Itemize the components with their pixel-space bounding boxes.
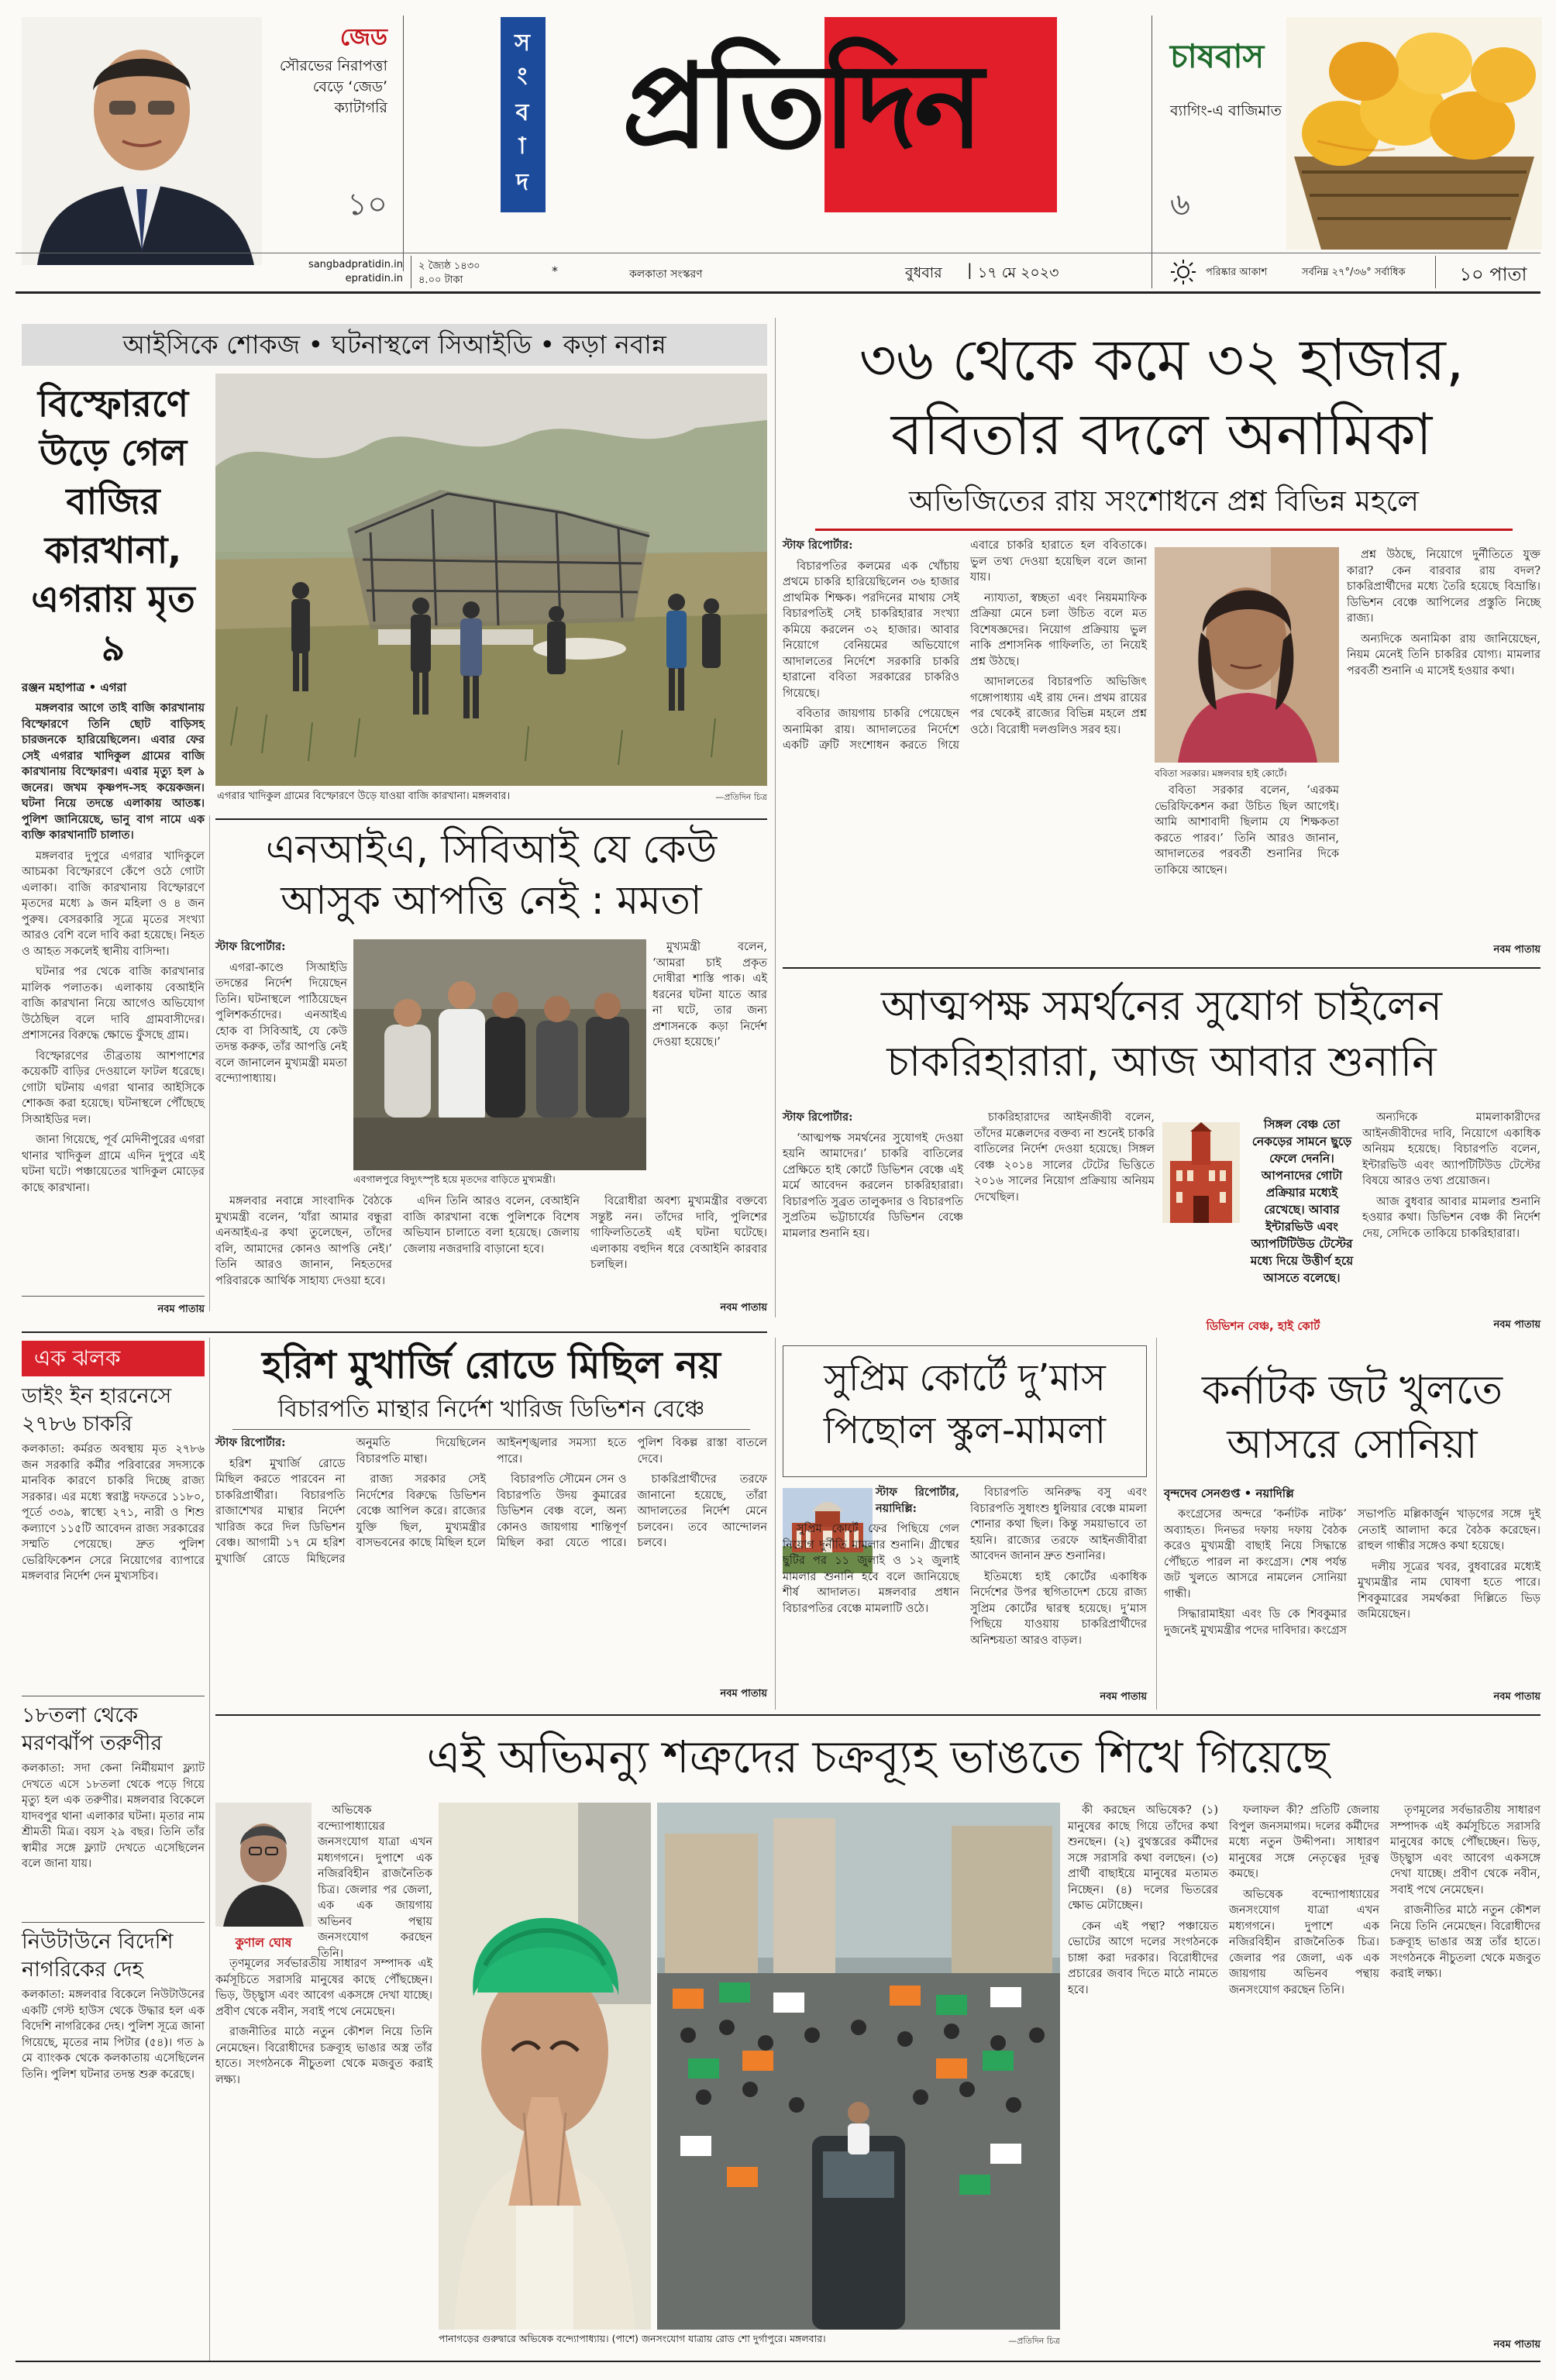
harish-subhead: বিচারপতি মান্থার নির্দেশ খারিজ ডিভিশন বেঞ্চে — [277, 1396, 705, 1423]
mamata-body-left: স্টাফ রিপোর্টার: এগরা-কাণ্ডে সিআইডি তদন্তের নির্দেশ দিয়েছেন তিনি। ঘটনাস্থলে পাঠিয়েছেন পুলিশকর্তাদের। এনআইএ হোক বা সিবিআই, যে কেউ তদন্ত করুক, তাঁর আপত্তি নেই বলে জানালেন মুখ্যমন্ত্রী মমতা বন্দ্যোপাধ্যায়। — [215, 940, 347, 1085]
info-divider-3 — [1435, 256, 1436, 288]
snippets-title: এক ঝলক — [22, 1341, 205, 1376]
abhishek-body-left: অভিষেক বন্দ্যোপাধ্যায়ের জনসংযোগ যাত্রা এখন মধ্যগগনে। দুপাশে এক নজিরবিহীন রাজনৈতিক চিত্র। জেলার পর জেলা, এক এক জায়গায় অভিনব পন্থায় জনসংযোগ করছেন তিনি। — [318, 1804, 432, 1960]
logo-sangbad-strip: সংবাদ — [501, 17, 546, 212]
babita-photo-caption: ববিতা সরকার। মঙ্গলবার হাই কোর্টে। — [1155, 768, 1287, 779]
weather: পরিষ্কার আকাশ — [1206, 267, 1268, 278]
abhishek-gurdwara-photo — [439, 1803, 651, 2330]
lead-body-left: স্টাফ রিপোর্টার: বিচারপতির কলমের এক খোঁচায় প্রথমে চাকরি হারিয়েছিলেন ৩৬ হাজার প্রাথমিক শিক্ষক। পরদিনের মাথায় সেই বিচারপতিই সেই চাকরিহারার সংখ্যা কমিয়ে করলেন ৩২ হাজার। আবার নিয়োগে বেনিয়মের অভিযোগে আদালতের নির্দেশে সরকারি চাকরি হারানো ববিতা সরকারের চাকরিও গিয়েছে। ববিতার জায়গায় চাকরি পেয়েছেন অনামিকা রায়। আদালতের নির্দেশে একটি ত্রুটি সংশোধন করতে গিয়ে এবারে চাকরি হারাতে হল ববিতাকে। ভুল তথ্য দেওয়া হয়েছিল বলে জানা যায়। ন্যায্যতা, স্বচ্ছতা এবং নিয়মমাফিক প্রক্রিয়া মেনে চলা উচিত বলে মত বিশেষজ্ঞদের। নিয়োগ প্রক্রিয়ায় ভুল নাকি প্রশাসনিক গাফিলতি, তা নিয়েই প্রশ্ন উঠছে। আদালতের বিচারপতি অভিজিৎ গঙ্গোপাধ্যায় এই রায় দেন। প্রথম রায়ের পর থেকেই রাজ্যের বিভিন্ন মহলে প্রশ্ন ওঠে। বিরোধী দলগুলিও সরব হয়। — [783, 539, 1147, 752]
snippet-1-text: কলকাতা: কর্মরত অবস্থায় মৃত ২৭৮৬ জন সরকারি কর্মীর পরিবারের সদস্যকে মানবিক কারণে চাকরি দিচ্ছে রাজ্য সরকার। এর মধ্যে স্বরাষ্ট্র দফতরে ১১৮০, পূর্তে ৩৩৯, স্বাস্থ্যে ২৭১, নারী ও শিশু কল্যাণে ১১৫টি আবেদন রাজ্য সরকারের সম্মতি পেয়েছে। দ্রুত পুলিশ ভেরিফিকেশন সেরে নিয়োগের ব্যাপারে মঙ্গলবার নির্দেশ দেন মুখ্যসচিব। — [22, 1443, 205, 1583]
snippet-3-text: কলকাতা: মঙ্গলবার বিকেলে নিউটাউনের একটি গেস্ট হাউস থেকে উদ্ধার হল এক বিদেশি নাগরিকের দেহ। পুলিশ সূত্রে জানা গিয়েছে, মৃতের নাম পিটার (৫৪)। গত ৯ মে ব্যাংকক থেকে কলকাতায় এসেছিলেন তিনি। পুলিশ ঘটনার তদন্ত শুরু করেছে। — [22, 1989, 205, 2081]
left-teaser-divider — [403, 15, 404, 271]
egra-continued[interactable]: নবম পাতায় — [157, 1304, 205, 1315]
left-teaser-text[interactable]: সৌরভের নিরাপত্তা বেড়ে ‘জেড’ ক্যাটাগরি — [279, 57, 387, 116]
abhishek-top-rule — [215, 1714, 1541, 1716]
hearing-headline-2[interactable]: চাকরিহারারা, আজ আবার শুনানি — [886, 1038, 1437, 1086]
page-count: ১০ পাতা — [1459, 263, 1527, 285]
hearing-continued[interactable]: নবম পাতায় — [1493, 1319, 1541, 1331]
abhishek-body-under: তৃণমূলের সর্বভারতীয় সাধারণ সম্পাদক এই কর্মসূচিতে সরাসরি মানুষের কাছে পৌঁছচ্ছেন। ভিড়, উচ্ছ্বাস এবং আবেগ একসঙ্গে দেখা যাচ্ছে। প্রবীণ থেকে নবীন, সবাই পথে নেমেছেন। রাজনীতির মাঠে নতুন কৌশল নিয়ে তিনি নেমেছেন। বিরোধীদের চক্রব্যূহ ভাঙার অস্ত্র তাঁর হাতে। সংগঠনকে নীচুতলা থেকে মজবুত করাই লক্ষ্য। — [215, 1958, 432, 2086]
right-teaser-brand: চাষবাস — [1170, 37, 1265, 75]
egra-photo-credit: —প্রতিদিন চিত্র — [715, 792, 767, 802]
mamata-photo — [353, 939, 646, 1170]
hearing-top-rule — [783, 967, 1541, 969]
egra-body-col1: মঙ্গলবার আগে তাই বাজি কারখানায় বিস্ফোরণে তিনি ছোট বাড়িসহ চারজনকে হারিয়েছিলেন। এবার ফের সেই এগরার খাদিকুল গ্রামের বাজি কারখানায় বিস্ফোরণ। এবার মৃত্যু হল ৯ জনের। জখম কৃষ্ণপদ-সহ কয়েকজন। ঘটনা নিয়ে তদন্তে এলাকায় আতঙ্ক। পুলিশ জানিয়েছে, ভানু বাগ নামে এক ব্যক্তি কারখানাটি চালাত। মঙ্গলবার দুপুরে এগরার খাদিকুলে আচমকা বিস্ফোরণে কেঁপে ওঠে গোটা এলাকা। বাজি কারখানায় বিস্ফোরণে মৃতদের মধ্যে ৯ জন মহিলা ও ৪ জন পুরুষ। বেসরকারি সূত্রে মৃতের সংখ্যা আরও বেশি বলে দাবি করা হয়েছে। নিহত ও আহত সকলেই স্থানীয় বাসিন্দা। ঘটনার পর থেকে বাজি কারখানার মালিক পলাতক। এলাকায় বেআইনি বাজি কারখানা নিয়ে আগেও অভিযোগ উঠেছিল বলে দাবি গ্রামবাসীদের। প্রশাসনের বিরুদ্ধে ক্ষোভে ফুঁসছে গ্রাম। বিস্ফোরণের তীব্রতায় আশপাশের কয়েকটি বাড়ির দেওয়ালে ফাটল ধরেছে। গোটা ঘটনায় এগরা থানার আইসিকে শোকজ করা হয়েছে। ঘটনাস্থলে পৌঁছেছে সিআইডির দল। জানা গিয়েছে, পূর্ব মেদিনীপুরের এগরা থানার খাদিকুল গ্রামে এদিন দুপুরে এই ঘটনা ঘটে। পঞ্চায়েতের খাদিকুল মোড়ের কাছে কারখানা। — [22, 701, 205, 1194]
edition: কলকাতা সংস্করণ — [629, 268, 703, 281]
mamata-top-rule — [215, 818, 767, 820]
supreme-body: স্টাফ রিপোর্টার, নয়াদিল্লি: সুপ্রিম কোর্টে ফের পিছিয়ে গেল নিয়োগ দুর্নীতি মামলার শুনানি। গ্রীষ্মের ছুটির পর ১১ জুলাই ও ১২ জুলাই মামলার শুনানি হবে বলে জানিয়েছে শীর্ষ আদালত। মঙ্গলবার প্রধান বিচারপতির বেঞ্চে মামলাটি ওঠে। বিচারপতি অনিরুদ্ধ বসু এবং বিচারপতি সুধাংশু ধুলিয়ার বেঞ্চে মামলা শোনার কথা ছিল। কিন্তু সময়াভাবে তা হয়নি। রাজ্যের তরফে আইনজীবীরা আবেদন জানান দ্রুত শুনানির। ইতিমধ্যে হাই কোর্টের একাধিক নির্দেশের উপর স্থগিতাদেশ চেয়ে রাজ্য সুপ্রিম কোর্টের দ্বারস্থ হয়েছে। দু’মাস পিছিয়ে যাওয়ায় চাকরিপ্রার্থীদের অনিশ্চয়তা আরও বাড়ল। — [783, 1486, 1147, 1647]
abhishek-continued[interactable]: নবম পাতায় — [1493, 2339, 1541, 2351]
right-teaser-page: ৬ — [1170, 187, 1191, 222]
lead-body-right: প্রশ্ন উঠছে, নিয়োগে দুর্নীতিতে যুক্ত কারা? কেন বারবার রায় বদল? চাকরিপ্রার্থীদের মধ্যে তৈরি হয়েছে বিভ্রান্তি। ডিভিশন বেঞ্চে আপিলের প্রস্তুতি নিচ্ছে রাজ্য। অন্যদিকে অনামিকা রায় জানিয়েছেন, নিয়ম মেনেই তিনি চাকরির যোগ্য। মামলার পরবর্তী শুনানি এ মাসেই হওয়ার কথা। — [1347, 549, 1541, 677]
masthead — [0, 0, 1556, 302]
mamata-continued[interactable]: নবম পাতায় — [720, 1302, 767, 1314]
snippets-divider — [209, 1338, 210, 2361]
egra-photo-caption: এগরার খাদিকুল গ্রামের বিস্ফোরণে উড়ে যাওয়া বাজি কারখানা। মঙ্গলবার। — [217, 790, 511, 802]
left-teaser-kicker: জেড — [339, 24, 387, 51]
mamata-headline-1[interactable]: এনআইএ, সিবিআই যে কেউ — [265, 827, 718, 873]
sourav-portrait — [22, 17, 262, 265]
mamata-photo-caption: এবগালপুরে বিদ্যুৎস্পৃষ্ট হয়ে মৃতদের বাড়িতে মুখ্যমন্ত্রী। — [353, 1173, 556, 1185]
mamata-body-bottom: মঙ্গলবার নবান্নে সাংবাদিক বৈঠকে মুখ্যমন্ত্রী বলেন, ‘যাঁরা আমার বন্ধুরা এনআইএ-র কথা তুলেছেন, তাঁদের বলি, আমাদের কোনও আপত্তি নেই।’ তিনি আরও জানান, নিহতদের পরিবারকে আর্থিক সাহায্য দেওয়া হবে। এদিন তিনি আরও বলেন, বেআইনি বাজি কারখানা বন্ধে পুলিশকে বিশেষ অভিযান চালাতে বলা হয়েছে। জেলায় জেলায় নজরদারি বাড়ানো হবে। বিরোধীরা অবশ্য মুখ্যমন্ত্রীর বক্তব্যে সন্তুষ্ট নন। তাঁদের দাবি, পুলিশের গাফিলতিতেই এই ঘটনা ঘটেছে। এলাকায় বহুদিন ধরে বেআইনি কারবার চলছিল। — [215, 1195, 767, 1287]
lead-headline-2[interactable]: ববিতার বদলে অনামিকা — [890, 401, 1433, 468]
hearing-body-left: স্টাফ রিপোর্টার: ‘আত্মপক্ষ সমর্থনের সুযোগই দেওয়া হয়নি আমাদের।’ চাকরি বাতিলের প্রেক্ষিতে হাই কোর্টে ডিভিশন বেঞ্চে এই মর্মে আবেদন করলেন চাকরিহারারা। বিচারপতি সুব্রত তালুকদার ও বিচারপতি সুপ্রতিম ভট্টাচার্যের ডিভিশন বেঞ্চে মামলার শুনানি হয়। চাকরিহারাদের আইনজীবী বলেন, তাঁদের মক্কেলদের বক্তব্য না শুনেই চাকরি বাতিলের নির্দেশ দেওয়া হয়েছে। সিঙ্গল বেঞ্চ ২০১৪ সালের টেটের ভিত্তিতে ২০১৬ সালের নিয়োগ প্রক্রিয়ায় অনিয়ম দেখেছিল। — [783, 1111, 1155, 1240]
star-mark: * — [552, 263, 558, 278]
egra-headline[interactable]: বিস্ফোরণে উড়ে গেল বাজির কারখানা, এগরায় মৃত ৯ — [31, 383, 195, 670]
supreme-headline-1[interactable]: সুপ্রিম কোর্টে দু’মাস — [824, 1356, 1106, 1400]
lead-headline-1[interactable]: ৩৬ থেকে কমে ৩২ হাজার, — [859, 327, 1465, 394]
egra-bottom-rule — [22, 1296, 205, 1297]
snippet-2-headline[interactable]: ১৮তলা থেকে মরণঝাঁপ তরুণীর — [22, 1703, 163, 1755]
sonia-body: কংগ্রেসের অন্দরে ‘কর্নাটক নাটক’ অব্যাহত। দিনভর দফায় দফায় বৈঠক করেও মুখ্যমন্ত্রী বাছাই নিয়ে সিদ্ধান্তে পৌঁছতে পারল না কংগ্রেস। শেষ পর্যন্ত জট খুলতে আসরে নামলেন সোনিয়া গান্ধী। সিদ্ধারামাইয়া এবং ডি কে শিবকুমার দুজনেই মুখ্যমন্ত্রীর পদের দাবিদার। কংগ্রেস সভাপতি মল্লিকার্জুন খাড়গের সঙ্গে দুই নেতাই আলাদা করে বৈঠক করেছেন। রাহুল গান্ধীর সঙ্গেও কথা হয়েছে। দলীয় সূত্রের খবর, বুধবারের মধ্যেই মুখ্যমন্ত্রীর নাম ঘোষণা হতে পারে। শিবকুমারের সমর্থকরা দিল্লিতে ভিড় জমিয়েছেন। — [1164, 1508, 1541, 1637]
sonia-divider — [1156, 1338, 1157, 1710]
abhishek-byline: কুণাল ঘোষ — [235, 1935, 292, 1950]
main-col-divider — [775, 318, 776, 1317]
mamata-body-right: মুখ্যমন্ত্রী বলেন, ‘আমরা চাই প্রকৃত দোষীরা শাস্তি পাক। এই ধরনের ঘটনা যাতে আর না ঘটে, তার জন্য প্রশাসনকে কড়া নির্দেশ দেওয়া হয়েছে।’ — [652, 941, 767, 1049]
mamata-headline-2[interactable]: আসুক আপত্তি নেই : মমতা — [281, 878, 702, 924]
hearing-body-right: অন্যদিকে মামলাকারীদের আইনজীবীদের দাবি, নিয়োগে একাধিক অনিয়ম হয়েছে। বিচারপতি বলেন, ইন্টারভিউ এবং অ্যাপটিটিউড টেস্টের বিষয়ে আরও তথ্য প্রয়োজন। আজ বুধবার আবার মামলার শুনানি হওয়ার কথা। ডিভিশন বেঞ্চ কী নির্দেশ দেয়, সেদিকে তাকিয়ে চাকরিহারারা। — [1362, 1111, 1541, 1240]
date-separator: | — [967, 260, 972, 279]
snippet-3-headline[interactable]: নিউটাউনে বিদেশি নাগরিকের দেহ — [22, 1930, 174, 1982]
abhishek-body-right: কী করছেন অভিষেক? (১) মানুষের কাছে গিয়ে তাঁদের কথা শুনছেন। (২) বুথস্তরের কর্মীদের সঙ্গে সরাসরি কথা বলছেন। (৩) প্রার্থী বাছাইয়ে মানুষের মতামত নিচ্ছেন। (৪) দলের ভিতরের ক্ষোভ মেটাচ্ছেন। কেন এই পন্থা? পঞ্চায়েত ভোটের আগে দলের সংগঠনকে চাঙ্গা করা দরকার। বিরোধীদের প্রচারের জবাব দিতে মাঠে নামতে হবে। ফলাফল কী? প্রতিটি জেলায় বিপুল জনসমাগম। দলের কর্মীদের মধ্যে নতুন উদ্দীপনা। সাধারণ মানুষের সঙ্গে নেতৃত্বের দূরত্ব কমছে। অভিষেক বন্দ্যোপাধ্যায়ের জনসংযোগ যাত্রা এখন মধ্যগগনে। দুপাশে এক নজিরবিহীন রাজনৈতিক চিত্র। জেলার পর জেলা, এক এক জায়গায় অভিনব পন্থায় জনসংযোগ করছেন তিনি। তৃণমূলের সর্বভারতীয় সাধারণ সম্পাদক এই কর্মসূচিতে সরাসরি মানুষের কাছে পৌঁছচ্ছেন। ভিড়, উচ্ছ্বাস এবং আবেগ একসঙ্গে দেখা যাচ্ছে। প্রবীণ থেকে নবীন, সবাই পথে নেমেছেন। রাজনীতির মাঠে নতুন কৌশল নিয়ে তিনি নেমেছেন। বিরোধীদের চক্রব্যূহ ভাঙার অস্ত্র তাঁর হাতে। সংগঠনকে নীচুতলা থেকে মজবুত করাই লক্ষ্য। — [1068, 1804, 1541, 1996]
right-teaser-text[interactable]: ব্যাগিং-এ বাজিমাত — [1170, 102, 1282, 119]
supreme-continued[interactable]: নবম পাতায় — [1100, 1691, 1147, 1703]
snippet-1-headline[interactable]: ডাইং ইন হারনেসে ২৭৮৬ চাকরি — [22, 1384, 172, 1436]
lead-body-mid: ববিতা সরকার বলেন, ‘এরকম ভেরিফিকেশন করা উচিত ছিল আগেই। আমি আশাবাদী ছিলাম যে শিক্ষকতা করতে পারব।’ তিনি আরও জানান, আদালতের পরবর্তী শুনানির দিকে তাকিয়ে আছেন। — [1155, 784, 1339, 877]
harish-subhead-rule — [232, 1429, 750, 1430]
sonia-continued[interactable]: নবম পাতায় — [1493, 1691, 1541, 1703]
logo-title[interactable]: প্রতিদিন — [621, 40, 981, 174]
snippet-2-rule — [22, 1922, 205, 1923]
egra-col-divider — [209, 815, 210, 1311]
harish-body: স্টাফ রিপোর্টার: হরিশ মুখার্জি রোডে মিছিল করতে পারবেন না চাকরিপ্রার্থীরা। বিচারপতি রাজাশেখর মান্থার নির্দেশ খারিজ করে দিল ডিভিশন বেঞ্চ। আগামী ১৭ মে হরিশ মুখার্জি রোডে মিছিলের অনুমতি দিয়েছিলেন বিচারপতি মান্থা। রাজ্য সরকার সেই নির্দেশের বিরুদ্ধে ডিভিশন বেঞ্চে আপিল করে। রাজ্যের যুক্তি ছিল, মুখ্যমন্ত্রীর বাসভবনের কাছে মিছিল হলে আইনশৃঙ্খলার সমস্যা হতে পারে। বিচারপতি সৌমেন সেন ও বিচারপতি উদয় কুমারের ডিভিশন বেঞ্চ বলে, অন্য কোনও জায়গায় শান্তিপূর্ণ মিছিল করা যেতে পারে। পুলিশ বিকল্প রাস্তা বাতলে দেবে। চাকরিপ্রার্থীদের তরফে জানানো হয়েছে, তাঁরা আদালতের নির্দেশ মেনে চলবেন। তবে আন্দোলন চলবে। — [215, 1436, 767, 1565]
abhishek-photo-caption: পানাগড়ের গুরুদ্বারে অভিষেক বন্দ্যোপাধ্যায়। (পাশে) জনসংযোগ যাত্রায় রোড শো দুর্গাপুরে। মঙ্গলবার। — [439, 2333, 826, 2344]
abhishek-headline[interactable]: এই অভিমন্যু শত্রুদের চক্রব্যূহ ভাঙতে শিখে গিয়েছে — [426, 1731, 1330, 1783]
page-bottom-rule — [15, 2361, 1541, 2362]
lead-subhead: অভিজিতের রায় সংশোধনে প্রশ্ন বিভিন্ন মহলে — [909, 484, 1419, 518]
web-address-1[interactable]: sangbadpratidin.in — [308, 259, 403, 270]
harish-continued[interactable]: নবম পাতায় — [720, 1688, 767, 1700]
snippet-2-text: কলকাতা: সদা কেনা নির্মীয়মাণ ফ্ল্যাট দেখতে এসে ১৮তলা থেকে পড়ে গিয়ে মৃত্যু হল এক তরুণীর। মঙ্গলবার বিকেলে যাদবপুর থানা এলাকার ঘটনা। মৃতার নাম শ্রীমতী মিত্র। বয়স ২৯ বছর। তিনি তাঁর স্বামীর সঙ্গে ফ্ল্যাট দেখতে এসেছিলেন বলে জানা যায়। — [22, 1762, 205, 1870]
temperature: সর্বনিম্ন ২৭°/৩৬° সর্বাধিক — [1302, 267, 1406, 278]
sun-icon — [1170, 259, 1196, 285]
abhishek-photo-credit: —প্রতিদিন চিত্র — [1008, 2336, 1060, 2346]
lead-continued[interactable]: নবম পাতায় — [1493, 944, 1541, 956]
snippets-top-rule — [22, 1331, 767, 1333]
price: ৪.০০ টাকা — [418, 274, 463, 286]
web-address-2[interactable]: epratidin.in — [345, 273, 403, 284]
mango-basket-photo — [1286, 17, 1542, 250]
weekday: বুধবার — [905, 264, 942, 281]
sonia-byline: বৃন্দদেব সেনগুপ্ত • নয়াদিল্লি — [1164, 1486, 1294, 1500]
left-teaser-page: ১০ — [347, 187, 387, 222]
masthead-rule-bottom — [15, 291, 1541, 294]
egra-byline: রঞ্জন মহাপাত্র • এগরা — [22, 680, 127, 694]
sonia-headline-1[interactable]: কর্নাটক জট খুলতে — [1202, 1367, 1503, 1414]
mid-divider-lower — [775, 1338, 776, 1710]
harish-headline[interactable]: হরিশ মুখার্জি রোডে মিছিল নয় — [262, 1343, 721, 1387]
supreme-headline-2[interactable]: পিছোল স্কুল-মামলা — [823, 1409, 1107, 1452]
hearing-quote: সিঙ্গল বেঞ্চ তো নেকড়ের সামনে ছুড়ে ফেলে দেননি। আপনাদের গোটা প্রক্রিয়ার মধ্যেই রেখেছে। আবার ইন্টারভিউ এবং অ্যাপটিটিউড টেস্টের মধ্যে দিয়ে উত্তীর্ণ হয়ে আসতে বলেছে। — [1250, 1118, 1354, 1285]
hearing-quote-credit: ডিভিশন বেঞ্চ, হাই কোর্ট — [1206, 1319, 1320, 1333]
hearing-headline-1[interactable]: আত্মপক্ষ সমর্থনের সুযোগ চাইলেন — [880, 983, 1443, 1030]
egra-banner: আইসিকে শোকজ • ঘটনাস্থলে সিআইডি • কড়া নবান্ন — [22, 324, 767, 366]
lead-subhead-rule — [815, 529, 1513, 531]
babita-photo — [1155, 547, 1339, 763]
egra-blast-photo — [215, 374, 767, 786]
issue-date: ২ জ্যৈষ্ঠ ১৪৩০ — [418, 260, 480, 272]
kunal-ghosh-photo — [215, 1803, 312, 1927]
date: ১৭ মে ২০২৩ — [978, 264, 1059, 281]
sonia-headline-2[interactable]: আসরে সোনিয়া — [1227, 1421, 1478, 1468]
durgapur-roadshow-photo — [657, 1803, 1060, 2330]
